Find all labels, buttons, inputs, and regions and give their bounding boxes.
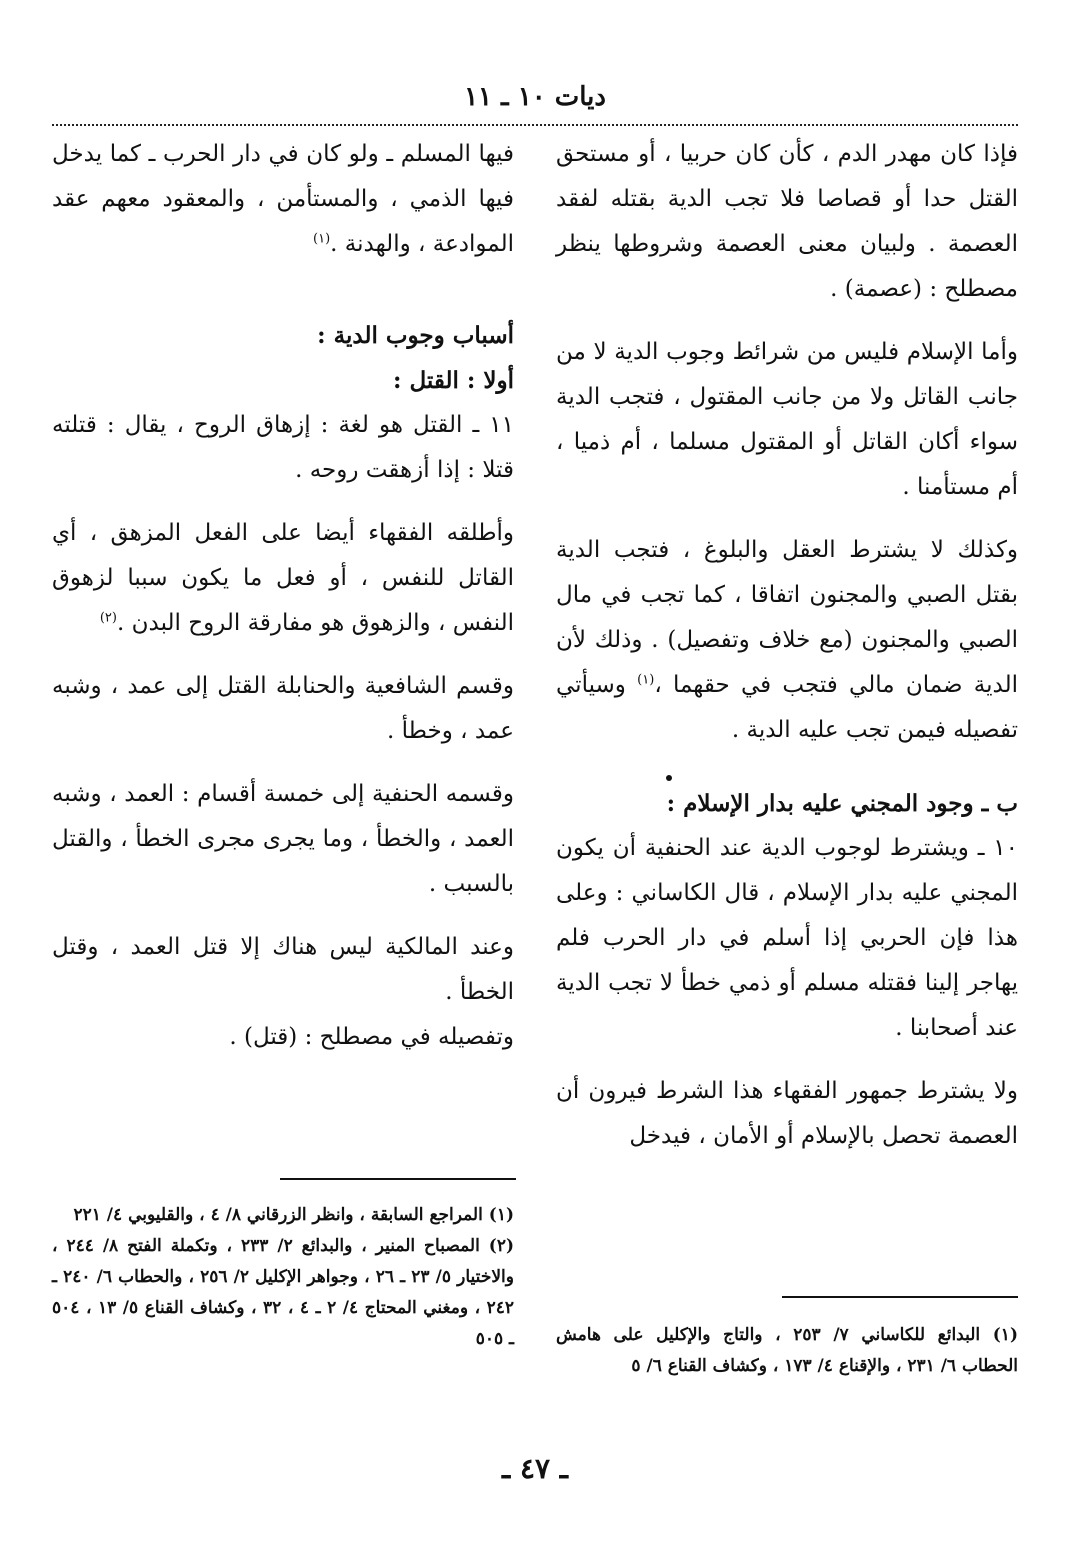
- paragraph: [556, 528, 1018, 753]
- footnote: (١) البدائع للكاساني ٧/ ٢٥٣ ، والتاج والإكليل على هامش الحطاب ٦/ ٢٣١ ، والإقناع ٤/ ١٧٣ ، وكشاف القناع ٦/ ٥: [556, 1325, 1018, 1376]
- paragraph: [52, 132, 514, 267]
- paragraph-text: وسيأتي تفصيله فيمن تجب عليه الدية .: [556, 672, 1018, 743]
- subsection-heading: أولا : القتل :: [392, 367, 514, 394]
- paragraph: ١١ ـ القتل هو لغة : إزهاق الروح ، يقال : قتلته قتلا : إذا أزهقت روحه .: [52, 412, 514, 483]
- paragraph: ولا يشترط جمهور الفقهاء هذا الشرط فيرون أن العصمة تحصل بالإسلام أو الأمان ، فيدخل: [556, 1078, 1018, 1149]
- footnote-divider: [280, 1178, 516, 1180]
- paragraph-text: وأطلقه الفقهاء أيضا على الفعل المزهق ، أي القاتل للنفس ، أو فعل ما يكون سببا لزهوق النفس ، والزهوق هو مفارقة الروح البدن .: [52, 520, 514, 636]
- paragraph: وتفصيله في مصطلح : (قتل) .: [229, 1024, 514, 1050]
- footnotes-right: [556, 1320, 1018, 1382]
- section-heading: أسباب وجوب الدية :: [317, 322, 514, 349]
- paragraph: فإذا كان مهدر الدم ، كأن كان حربيا ، أو مستحق القتل حدا أو قصاصا فلا تجب الدية بقتله لفقد العصمة . ولبيان معنى العصمة وشروطها ينظر مصطلح : (عصمة) .: [556, 141, 1018, 302]
- footnote-marker: (١): [637, 672, 655, 688]
- footnotes-left: [52, 1200, 514, 1355]
- paragraph-text: فيها المسلم ـ ولو كان في دار الحرب ـ كما يدخل فيها الذمي ، والمستأمن ، والمعقود معهم عقد الموادعة ، والهدنة .: [52, 141, 514, 257]
- header-divider: [52, 124, 1018, 126]
- footnote: (٢) المصباح المنير ، والبدائع ٢/ ٢٣٣ ، وتكملة الفتح ٨/ ٢٤٤ ، والاختيار ٥/ ٢٣ ـ ٢٦ ، وجواهر الإكليل ٢/ ٢٥٦ ، والحطاب ٦/ ٢٤٠ ـ ٢٤٢ ، ومغني المحتاج ٤/ ٢ ـ ٤ ، ٣٢ ، وكشاف القناع ٥/ ١٣ ، ٥٠٤ ـ ٥٠٥: [52, 1236, 515, 1349]
- page-header-title: ديات ١٠ ـ ١١: [464, 82, 606, 112]
- section-heading: ب ـ وجود المجني عليه بدار الإسلام :: [666, 790, 1018, 817]
- right-column: [556, 132, 1018, 1159]
- footnote-marker: (٢): [99, 610, 117, 626]
- paragraph: [52, 511, 514, 646]
- paragraph: وقسمه الحنفية إلى خمسة أقسام : العمد ، وشبه العمد ، والخطأ ، وما يجرى مجرى الخطأ ، والقتل بالسبب .: [52, 781, 514, 897]
- paragraph: وأما الإسلام فليس من شرائط وجوب الدية لا من جانب القاتل ولا من جانب المقتول ، فتجب الدية سواء أكان القاتل أو المقتول مسلما ، أم ذميا ، أم مستأمنا .: [556, 339, 1018, 500]
- paragraph-text: وكذلك لا يشترط العقل والبلوغ ، فتجب الدية بقتل الصبي والمجنون اتفاقا ، كما تجب في مال الصبي والمجنون (مع خلاف وتفصيل) . وذلك لأن الدية ضمان مالي فتجب في حقهما ،: [556, 537, 1019, 698]
- footnote-divider: [782, 1296, 1018, 1298]
- page-number: ـ ٤٧ ـ: [502, 1452, 568, 1485]
- paragraph: وقسم الشافعية والحنابلة القتل إلى عمد ، وشبه عمد ، وخطأ .: [52, 673, 514, 744]
- footnote: (١) المراجع السابقة ، وانظر الزرقاني ٨/ ٤ ، والقليوبي ٤/ ٢٢١: [73, 1205, 514, 1225]
- left-column: [52, 132, 514, 1060]
- paragraph: وعند المالكية ليس هناك إلا قتل العمد ، وقتل الخطأ .: [52, 934, 514, 1005]
- footnote-marker: (١): [313, 231, 331, 247]
- paragraph: ١٠ ـ ويشترط لوجوب الدية عند الحنفية أن يكون المجني عليه بدار الإسلام ، قال الكاساني : وعلى هذا فإن الحربي إذا أسلم في دار الحرب فلم يهاجر إلينا فقتله مسلم أو ذمي خطأ لا تجب الدية عند أصحابنا .: [556, 835, 1018, 1041]
